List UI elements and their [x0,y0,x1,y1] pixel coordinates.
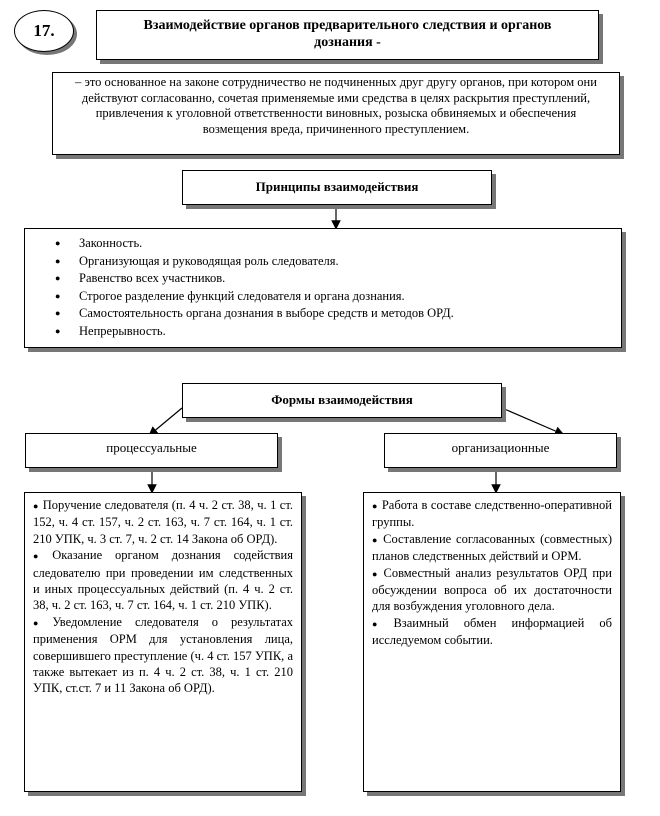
procedural-item: ● Оказание органом дознания содействия следователю при проведении им следственных и иных процессуальных действий (п. 4 ч. 2 ст. 38, ч. 2 ст. 163, ч. 7 ст. 164, ч. 1 ст. 210 УПК). [33,548,293,613]
bullet-icon: ● [372,534,380,545]
line-forms-to-procedural [152,408,182,433]
principle-item: ● Законность. [49,235,609,253]
forms-header: Формы взаимодействия [271,392,413,407]
bullet-icon: ● [372,568,380,579]
principle-item: ● Равенство всех участников. [49,270,609,288]
organizational-item: ● Составление согласованных (совместных) планов следственных действий и ОРМ. [372,531,613,564]
organizational-list-box [363,492,621,792]
principle-item: ● Непрерывность. [49,323,609,341]
organizational-item: ● Работа в составе следственно-оперативной группы. [372,498,612,530]
definition-text: – это основанное на законе сотрудничество не подчиненных друг другу органов, при котором они действуют согласованно, сочетая применяемые ими средства в целях раскрытия преступлений, привлечения к уголовной ответственности виновных, розыска обвиняемых и обеспечения возмещения вреда, причиненного преступлением. [75,75,597,136]
organizational-box [384,433,617,468]
principle-item: ● Организующая и руководящая роль следователя. [49,253,609,271]
procedural-list-box [24,492,302,792]
organizational-label: организационные [451,440,550,455]
principle-item: ● Самостоятельность органа дознания в выборе средств и методов ОРД. [49,305,609,323]
procedural-label: процессуальные [106,440,197,455]
principles-header-box [182,170,492,205]
page-title: Взаимодействие органов предварительного следствия и органов дознания - [143,18,552,50]
bullet-icon: ● [33,551,49,562]
title-box [96,10,599,60]
procedural-item: ● Поручение следователя (п. 4 ч. 2 ст. 38, ч. 1 ст. 152, ч. 4 ст. 157, ч. 2 ст. 163, ч. 7 ст. 164, ч. 1 ст. 210 УПК, ч. 3 ст. 7, ч. 2 ст. 14 Закона об ОРД). [33,498,293,546]
bullet-icon: ● [372,618,390,629]
organizational-item: ● Совместный анализ результатов ОРД при обсуждении вопроса об их достаточности для возбуждения уголовного дела. [372,565,613,614]
forms-header-box [182,383,502,418]
procedural-item: ● Уведомление следователя о результатах применения ОРМ для установления лица, совершившего преступление (ч. 4 ст. 157 УПК, а также вытекает из п. 4 ч. 2 ст. 38, ч. 1 ст. 210 УПК, ст.ст. 7 и 11 Закона об ОРД). [33,614,293,696]
bullet-icon: ● [33,501,39,511]
bullet-icon: ● [372,501,378,511]
principles-list [49,235,609,341]
definition-box [52,72,620,155]
principle-item: ● Строгое разделение функций следователя и органа дознания. [49,288,609,306]
section-number: 17. [14,10,74,52]
procedural-box [25,433,278,468]
bullet-icon: ● [33,617,49,628]
organizational-item: ● Взаимный обмен информацией об исследуемом событии. [372,615,613,648]
line-forms-to-organizational [502,408,560,433]
principles-list-box [24,228,622,348]
principles-header: Принципы взаимодействия [255,179,419,194]
